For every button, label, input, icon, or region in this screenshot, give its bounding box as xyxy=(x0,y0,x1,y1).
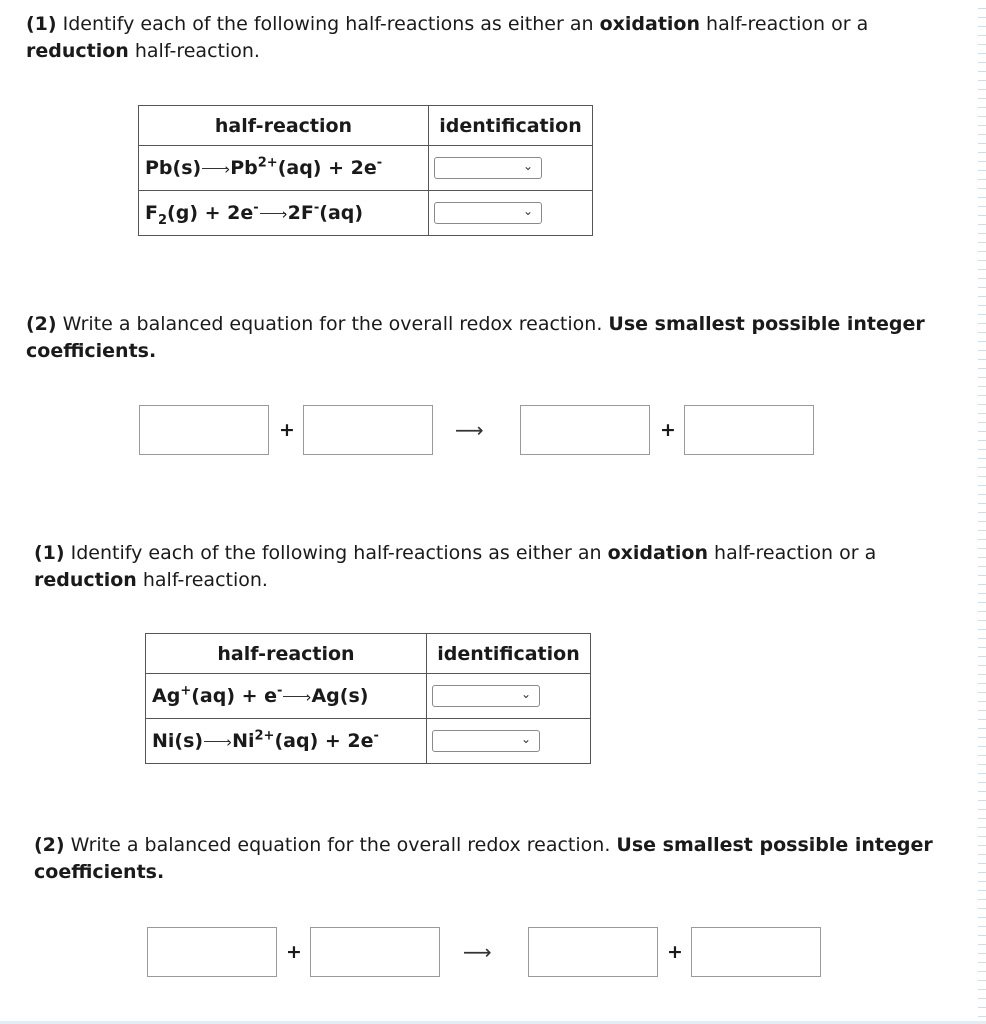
table-row xyxy=(146,674,591,719)
product-1-input[interactable] xyxy=(528,927,658,977)
problem-1-part2-instructions: (2) Write a balanced equation for the overall redox reaction. Use smallest possible integer coefficients. xyxy=(26,313,925,362)
chevron-down-icon: ⌄ xyxy=(520,687,531,702)
plus-sign: + xyxy=(660,419,676,441)
reactant-1-input[interactable] xyxy=(139,405,269,455)
reaction-arrow: ⟶ xyxy=(455,418,484,442)
half-reaction-ag: Ag+(aq) + e- ›Ag(s) xyxy=(146,674,427,719)
identification-select[interactable] xyxy=(432,730,540,752)
column-header-half-reaction: half-reaction xyxy=(139,106,429,146)
scroll-rail xyxy=(978,0,986,1024)
product-2-input[interactable] xyxy=(691,927,821,977)
table-row xyxy=(139,146,593,191)
plus-sign: + xyxy=(279,419,295,441)
plus-sign: + xyxy=(667,941,683,963)
reactant-2-input[interactable] xyxy=(303,405,433,455)
column-header-identification: identification xyxy=(427,634,591,674)
chevron-down-icon: ⌄ xyxy=(522,159,533,174)
product-1-input[interactable] xyxy=(520,405,650,455)
table-row xyxy=(139,191,593,236)
product-2-input[interactable] xyxy=(684,405,814,455)
half-reaction-f2: $F_2(g) + 2e^-$ ›2F-(aq) xyxy=(139,191,429,236)
half-reaction-ni: Ni(s) $›Ni^{2+}(aq) + 2e^-$ xyxy=(146,719,427,764)
plus-sign: + xyxy=(286,941,302,963)
column-header-half-reaction: half-reaction xyxy=(146,634,427,674)
reactant-2-input[interactable] xyxy=(310,927,440,977)
chevron-down-icon: ⌄ xyxy=(520,732,531,747)
column-header-identification: identification xyxy=(429,106,593,146)
half-reaction-table-1 xyxy=(138,105,593,236)
reaction-arrow: ⟶ xyxy=(463,940,492,964)
reactant-1-input[interactable] xyxy=(147,927,277,977)
identification-select[interactable] xyxy=(434,202,542,224)
chevron-down-icon: ⌄ xyxy=(522,204,533,219)
table-row xyxy=(146,719,591,764)
problem-2-part1-instructions: (1) Identify each of the following half-reactions as either an oxidation half-reaction or a reduction half-reaction. xyxy=(34,542,877,591)
problem-1-part1-instructions: (1) Identify each of the following half-reactions as either an oxidation half-reaction or a reduction half-reaction. xyxy=(26,13,869,62)
problem-2-part2-instructions: (2) Write a balanced equation for the overall redox reaction. Use smallest possible integer coefficients. xyxy=(34,834,933,883)
identification-select[interactable] xyxy=(432,685,540,707)
identification-select[interactable] xyxy=(434,157,542,179)
half-reaction-table-2 xyxy=(145,633,591,764)
half-reaction-pb: Pb(s) $›Pb^{2+}(aq) + 2e^-$ xyxy=(139,146,429,191)
